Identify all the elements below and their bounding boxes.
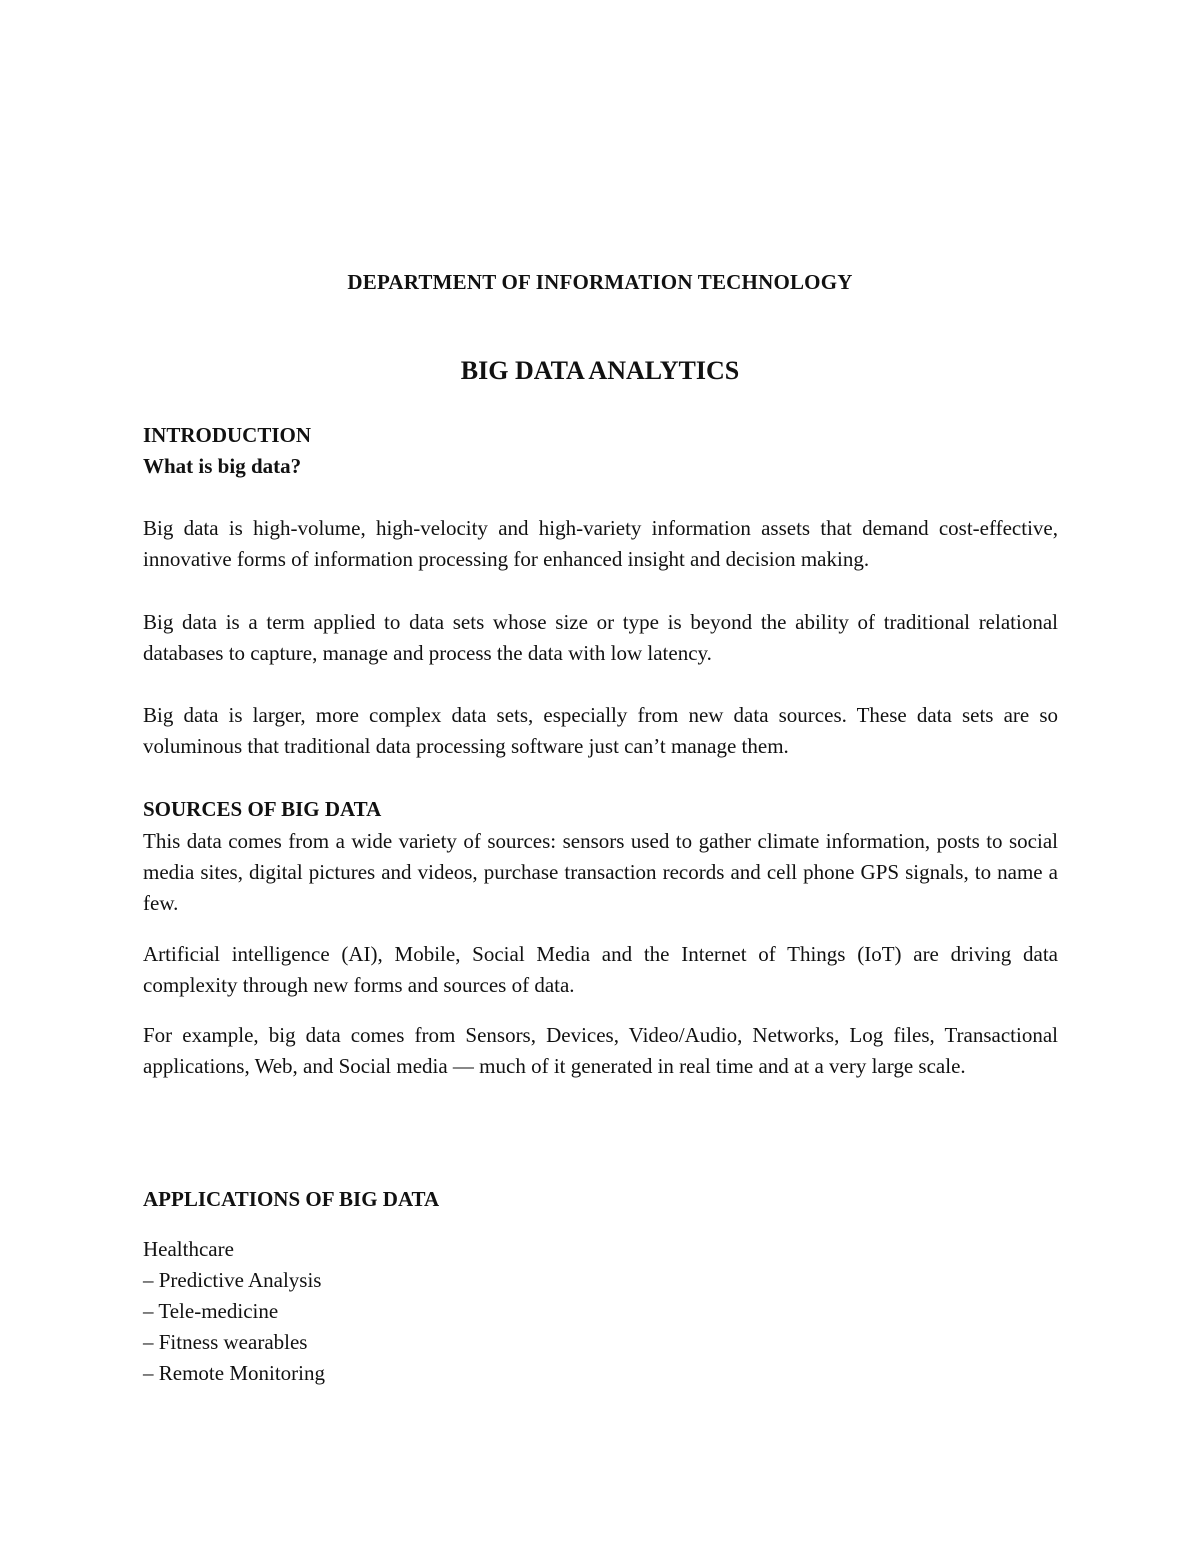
what-is-big-data-subheading: What is big data? bbox=[143, 454, 302, 478]
introduction-heading: INTRODUCTION bbox=[143, 423, 312, 447]
applications-list bbox=[143, 1234, 1058, 1389]
intro-paragraph-3: Big data is larger, more complex data sets, especially from new data sources. These data sets are so voluminous that traditional data processing software just can’t manage them. bbox=[143, 703, 1058, 758]
sources-paragraph-3: For example, big data comes from Sensors, Devices, Video/Audio, Networks, Log files, Transactional applications, Web, and Social media — much of it generated in real time and at a very large scale. bbox=[143, 1023, 1058, 1078]
sources-heading: SOURCES OF BIG DATA bbox=[143, 797, 382, 821]
sources-paragraph-2: Artificial intelligence (AI), Mobile, Social Media and the Internet of Things (IoT) are driving data complexity through new forms and sources of data. bbox=[143, 942, 1058, 997]
document-title: BIG DATA ANALYTICS bbox=[460, 356, 740, 385]
list-item: – Fitness wearables bbox=[143, 1330, 308, 1354]
list-item: – Remote Monitoring bbox=[143, 1361, 325, 1385]
department-heading: DEPARTMENT OF INFORMATION TECHNOLOGY bbox=[347, 270, 853, 294]
list-item: – Tele-medicine bbox=[143, 1299, 279, 1323]
intro-paragraph-1: Big data is high-volume, high-velocity and high-variety information assets that demand cost-effective, innovative forms of information processing for enhanced insight and decision making. bbox=[143, 516, 1058, 571]
applications-heading: APPLICATIONS OF BIG DATA bbox=[143, 1187, 440, 1211]
sources-paragraph-1: This data comes from a wide variety of sources: sensors used to gather climate information, posts to social media sites, digital pictures and videos, purchase transaction records and cell phone GPS signals, to name a few. bbox=[143, 829, 1058, 915]
intro-paragraph-2: Big data is a term applied to data sets whose size or type is beyond the ability of traditional relational databases to capture, manage and process the data with low latency. bbox=[143, 610, 1058, 665]
list-item: – Predictive Analysis bbox=[143, 1268, 322, 1292]
healthcare-category: Healthcare bbox=[143, 1237, 234, 1261]
introduction-section bbox=[143, 420, 1058, 482]
